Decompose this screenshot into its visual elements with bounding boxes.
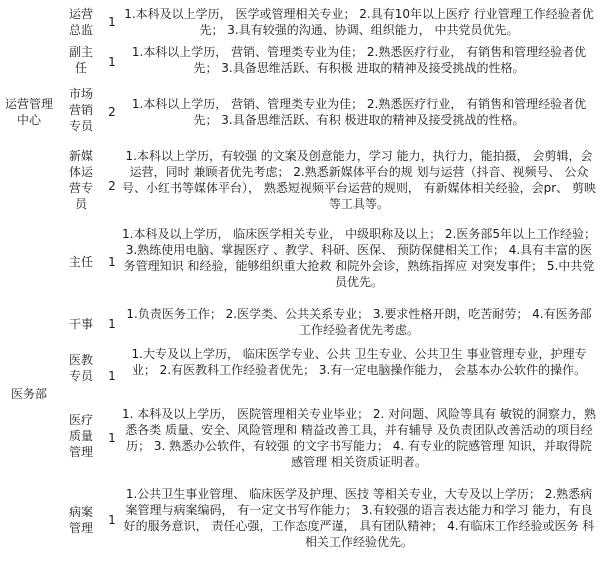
headcount: 1 — [108, 317, 116, 331]
requirements-text: 1.负责医务工作； 2.医学类、公共关系专业； 3.要求性格开朗，吃苦耐劳； 4.有医务部工作经验者优先考虑。 — [126, 307, 592, 337]
requirements-text: 1. 本科及以上学历， 医院管理相关专业毕业； 2. 对问题、风险等具有 敏锐的洞察力，熟悉各类 质量、安全、风险管理和 精益改善工具，并有辅导 及负责团队改善活动的项目经历； 3. 熟悉办公软件，有较强 的文字书写能力； 4. 有专业的院感管理 知识，并取得院感管理 相关资质证明者。 — [122, 407, 596, 469]
headcount: 2 — [108, 179, 116, 193]
department-label: 运营管理 中心 — [4, 97, 53, 127]
position-title: 运营总监 — [68, 7, 93, 37]
headcount: 1 — [108, 255, 116, 269]
position-title: 病案管理 — [68, 505, 93, 535]
headcount: 2 — [108, 105, 116, 119]
headcount: 1 — [108, 15, 116, 29]
requirements-text: 1.大专及以上学历， 临床医学专业、公共 卫生专业、公共卫生 事业管理专业，护理专业； 2.有医教科工作经验者优先； 3.有一定电脑操作能力， 会基本办公软件的操作。 — [131, 347, 587, 377]
requirements-text: 1.公共卫生事业管理、 临床医学及护理、医技 等相关专业，大专及以上学历； 2.熟悉病案管理与病案编码， 有一定文书写作能力； 3.有较强的语言表达能力和学习 能力，有良好的服务意识， 责任心强，工作态度严谨， 具有团队精神； 4.有临床工作经验或医务 科相关工作经验优先。 — [123, 487, 595, 549]
position-title: 新媒体运营专员 — [68, 149, 93, 211]
requirements-text: 1.本科及以上学历， 医学或管理相关专业； 2.具有10年以上医疗 行业管理工作经验者优先； 3.具有较强的沟通、协调、组织能力， 中共党员优先。 — [124, 7, 594, 37]
position-title: 干事 — [68, 317, 93, 331]
requirements-text: 1.本科以上学历， 营销、管理类专业为佳； 2.熟悉医疗行业， 有销售和管理经验者优先； 3.具备思维活跃、有积极 进取的精神及接受挑战的性格。 — [131, 45, 587, 75]
department-label: 医务部 — [10, 387, 47, 401]
requirements-text: 1.本科以上学历， 营销、管理类专业为佳； 2.熟悉医疗行业， 有销售和管理经验者优先； 3.具备思维活跃、有积 极进取的精神及接受挑战的性格。 — [131, 97, 587, 127]
position-title: 市场营销专员 — [68, 87, 93, 133]
requirements-text: 1.本科及以上学历， 临床医学相关专业， 中级职称及以上； 2.医务部5年以上工作经验； 3.熟练使用电脑、掌握医疗 、教学、科研、医保、 预防保健相关工作； 4.具有丰富的医务管理知识 和经验，能够组织重大抢救 和院外会诊，熟练指挥应 对突发事件； 5.中共党员优先。 — [122, 227, 596, 289]
headcount: 1 — [108, 431, 116, 445]
headcount: 1 — [108, 513, 116, 527]
position-title: 副主任 — [68, 45, 93, 75]
position-title: 主任 — [68, 255, 93, 269]
headcount: 1 — [108, 55, 116, 69]
position-title: 医教专员 — [68, 353, 93, 383]
requirements-text: 1.本科以上学历，有较强 的文案及创意能力，学习 能力，执行力，能拍摄， 会剪辑，会运营，同时 兼顾者优先考虑； 2.熟悉新媒体平台的规 划与运营（抖音、视频号、 公众号、小红书等媒体平台）， 熟悉短视频平台运营的规则， 有新媒体相关经验，会pr、 剪映等工具等。 — [122, 149, 596, 211]
headcount: 1 — [108, 369, 116, 383]
position-title: 医疗质量管理 — [68, 413, 93, 459]
